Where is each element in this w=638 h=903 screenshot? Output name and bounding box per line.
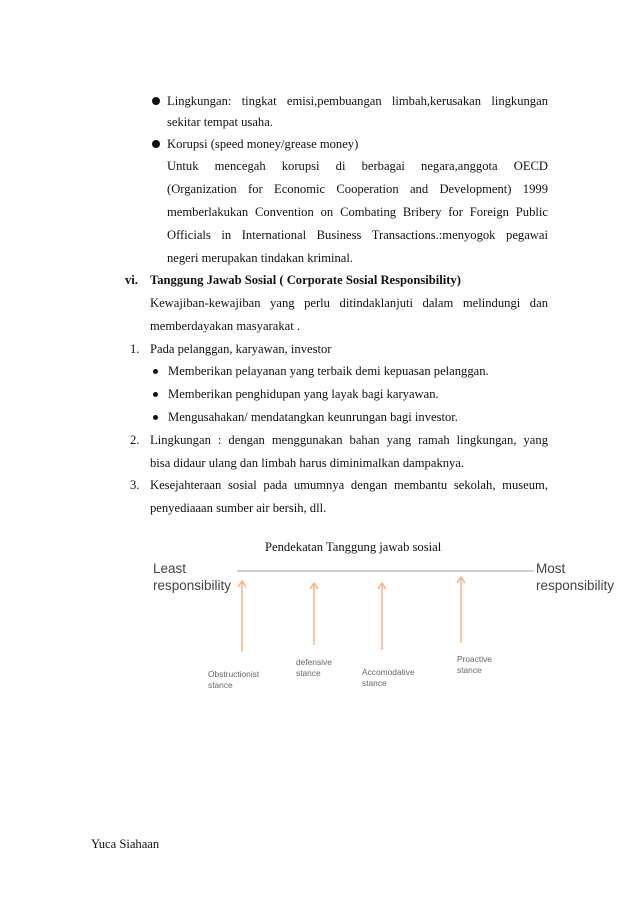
sub-list-item: Mengusahakan/ mendatangkan keunrungan bagi investor. (168, 410, 458, 424)
most-label: Most responsibility (536, 561, 615, 593)
bullet-line: Untuk mencegah korupsi di berbagai negara,anggota OECD (167, 159, 548, 173)
stance-label-defensive: defensive stance (296, 657, 332, 678)
arrow-obstructionist (238, 581, 246, 652)
section-numeral: vi. (125, 273, 138, 287)
list-item: Lingkungan : dengan menggunakan bahan yang ramah lingkungan, yang (150, 433, 548, 447)
bullet-line: (Organization for Economic Cooperation and Development) 1999 (167, 182, 548, 196)
least-label: Least responsibility (153, 561, 232, 593)
list-number: 1. (130, 342, 140, 356)
figure-caption: Pendekatan Tanggung jawab sosial (265, 540, 442, 554)
list-number: 3. (130, 478, 140, 492)
sub-list-item: Memberikan pelayanan yang terbaik demi kepuasan pelanggan. (168, 364, 489, 378)
sub-list-item: Memberikan penghidupan yang layak bagi karyawan. (168, 387, 439, 401)
bullet-line: Officials in International Business Transactions.:menyogok pegawai (167, 228, 548, 242)
list-item: bisa didaur ulang dan limbah harus diminimalkan dampaknya. (150, 456, 465, 470)
arrow-defensive (310, 583, 318, 645)
bullet-line: Korupsi (speed money/grease money) (167, 137, 359, 151)
bullet-line: memberlakukan Convention on Combating Bribery for Foreign Public (167, 205, 548, 219)
bullet-line: negeri merupakan tindakan kriminal. (167, 251, 354, 265)
stance-label-proactive: Proactive stance (457, 654, 492, 675)
bullet-line: sekitar tempat usaha. (167, 115, 273, 129)
footer-author: Yuca Siahaan (91, 837, 160, 851)
list-number: 2. (130, 433, 140, 447)
section-body-line: Kewajiban-kewajiban yang perlu ditindaklanjuti dalam melindungi dan (150, 296, 548, 310)
bullet-line: Lingkungan: tingkat emisi,pembuangan limbah,kerusakan lingkungan (167, 94, 548, 108)
arrow-proactive (457, 577, 465, 643)
stance-label-obstructionist: Obstructionist stance (208, 669, 260, 690)
list-item: Pada pelanggan, karyawan, investor (150, 342, 332, 356)
section-body-line: memberdayakan masyarakat . (150, 319, 301, 333)
arrow-accomodative (378, 583, 386, 650)
list-item: penyediaaan sumber air bersih, dll. (150, 501, 327, 515)
stance-label-accomodative: Accomodative stance (362, 667, 415, 688)
section-title: Tanggung Jawab Sosial ( Corporate Sosial Responsibility) (150, 273, 461, 287)
list-item: Kesejahteraan sosial pada umumnya dengan membantu sekolah, museum, (150, 478, 548, 492)
